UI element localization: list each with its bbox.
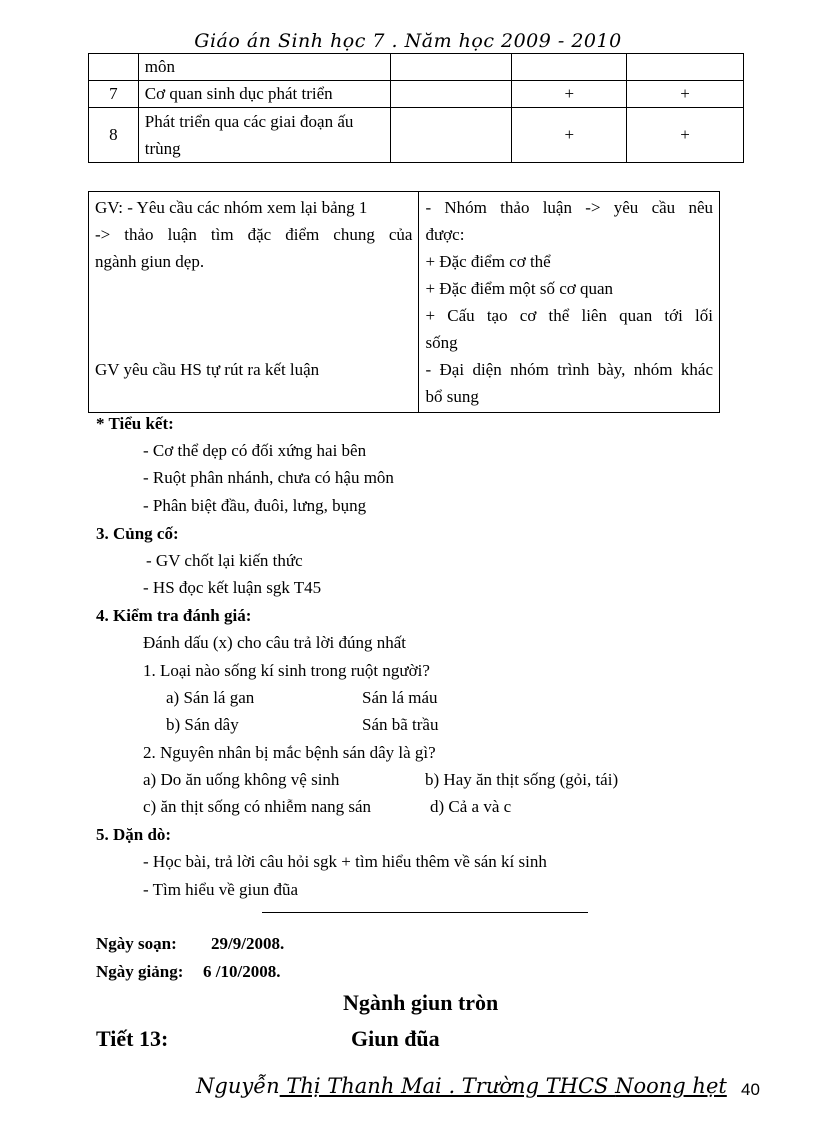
dando-item: - Tìm hiểu về giun đũa — [143, 880, 299, 899]
cell — [512, 54, 627, 81]
kiemtra-instruction: Đánh dấu (x) cho câu trả lời đúng nhất — [143, 633, 406, 652]
answer-option: b) Hay ăn thịt sống (gỏi, tái) — [425, 770, 619, 789]
dando-heading: 5. Dặn dò: — [96, 825, 172, 844]
student-line: - Nhóm thảo luận -> yêu cầu nêu — [425, 198, 713, 217]
cungco-item: - HS đọc kết luận sgk T45 — [143, 578, 322, 597]
row-description-line: trùng — [144, 139, 181, 158]
teacher-line: GV: - Yêu cầu các nhóm xem lại bảng 1 — [95, 198, 368, 217]
cungco-heading: 3. Củng cố: — [96, 524, 179, 543]
table-row — [89, 108, 744, 163]
lesson-title: Giun đũa — [351, 1026, 440, 1051]
row-description — [138, 108, 390, 163]
footer-part: Thị Thanh Mai . Trường THCS — [279, 1074, 616, 1098]
teacher-line: GV yêu cầu HS tự rút ra kết luận — [95, 360, 320, 379]
answer-option: d) Cả a và c — [430, 797, 512, 816]
answer-option: c) ăn thịt sống có nhiễm nang sán — [143, 797, 372, 816]
cell — [390, 54, 512, 81]
tieuket-item: - Phân biệt đầu, đuôi, lưng, bụng — [143, 496, 367, 515]
chapter-title: Ngành giun tròn — [343, 990, 499, 1015]
activity-table — [88, 191, 720, 413]
tieuket-item: - Cơ thể dẹp có đối xứng hai bên — [143, 441, 367, 460]
ngay-giang-label: Ngày giảng: — [96, 962, 184, 981]
page-footer — [196, 1074, 727, 1098]
cungco-item: - GV chốt lại kiến thức — [146, 551, 303, 570]
dando-item: - Học bài, trả lời câu hỏi sgk + tìm hiểu thêm về sán kí sinh — [143, 852, 547, 871]
student-line: + Cấu tạo cơ thể liên quan tới lối — [425, 306, 713, 325]
row-description-line: Phát triển qua các giai đoạn ấu — [144, 112, 354, 131]
table-row — [89, 54, 744, 81]
student-line: - Đại diện nhóm trình bày, nhóm khác — [425, 360, 713, 379]
cell: + — [627, 108, 744, 163]
answer-option: Sán lá máu — [362, 688, 438, 707]
question-1: 1. Loại nào sống kí sinh trong ruột người? — [143, 661, 430, 680]
table-row — [89, 81, 744, 108]
cell — [390, 81, 512, 108]
lesson-number: Tiết 13: — [96, 1026, 169, 1051]
section-divider — [262, 912, 588, 913]
teacher-line: ngành giun dẹp. — [95, 252, 205, 271]
cell: + — [627, 81, 744, 108]
ngay-soan-label: Ngày soạn: — [96, 934, 177, 953]
kiemtra-heading: 4. Kiểm tra đánh giá: — [96, 606, 252, 625]
cell: + — [512, 108, 627, 163]
cell: + — [512, 81, 627, 108]
answer-option: b) Sán dây — [166, 715, 239, 734]
answer-option: a) Do ăn uống không vệ sinh — [143, 770, 340, 789]
row-description: môn — [138, 54, 390, 81]
footer-part: Nguyễn — [196, 1074, 280, 1098]
question-2: 2. Nguyên nhân bị mắc bệnh sán dây là gì? — [143, 743, 436, 762]
teacher-line: -> thảo luận tìm đặc điểm chung của — [95, 225, 413, 244]
row-number: 7 — [89, 81, 139, 108]
student-column — [419, 192, 720, 413]
student-line: được: — [425, 225, 465, 244]
answer-option: Sán bã trầu — [362, 715, 439, 734]
footer-part — [280, 1074, 727, 1098]
cell — [627, 54, 744, 81]
student-line: sống — [425, 333, 458, 352]
row-number — [89, 54, 139, 81]
row-description: Cơ quan sinh dục phát triển — [138, 81, 390, 108]
table-row — [89, 192, 720, 413]
teacher-column — [89, 192, 419, 413]
tieuket-item: - Ruột phân nhánh, chưa có hậu môn — [143, 468, 394, 487]
ngay-soan-value: 29/9/2008. — [211, 934, 285, 953]
answer-option: a) Sán lá gan — [166, 688, 255, 707]
student-line: + Đặc điểm một số cơ quan — [425, 279, 614, 298]
spacer — [95, 275, 412, 356]
student-line: bổ sung — [425, 387, 479, 406]
tieuket-heading: * Tiểu kết: — [96, 414, 174, 433]
ngay-giang-value: 6 /10/2008. — [203, 962, 281, 981]
footer-part: Noong hẹt — [615, 1074, 727, 1098]
row-number: 8 — [89, 108, 139, 163]
comparison-table — [88, 53, 744, 163]
page-number: 40 — [741, 1080, 760, 1099]
page-header: Giáo án Sinh học 7 . Năm học 2009 - 2010 — [194, 30, 622, 52]
student-line: + Đặc điểm cơ thể — [425, 252, 551, 271]
cell — [390, 108, 512, 163]
